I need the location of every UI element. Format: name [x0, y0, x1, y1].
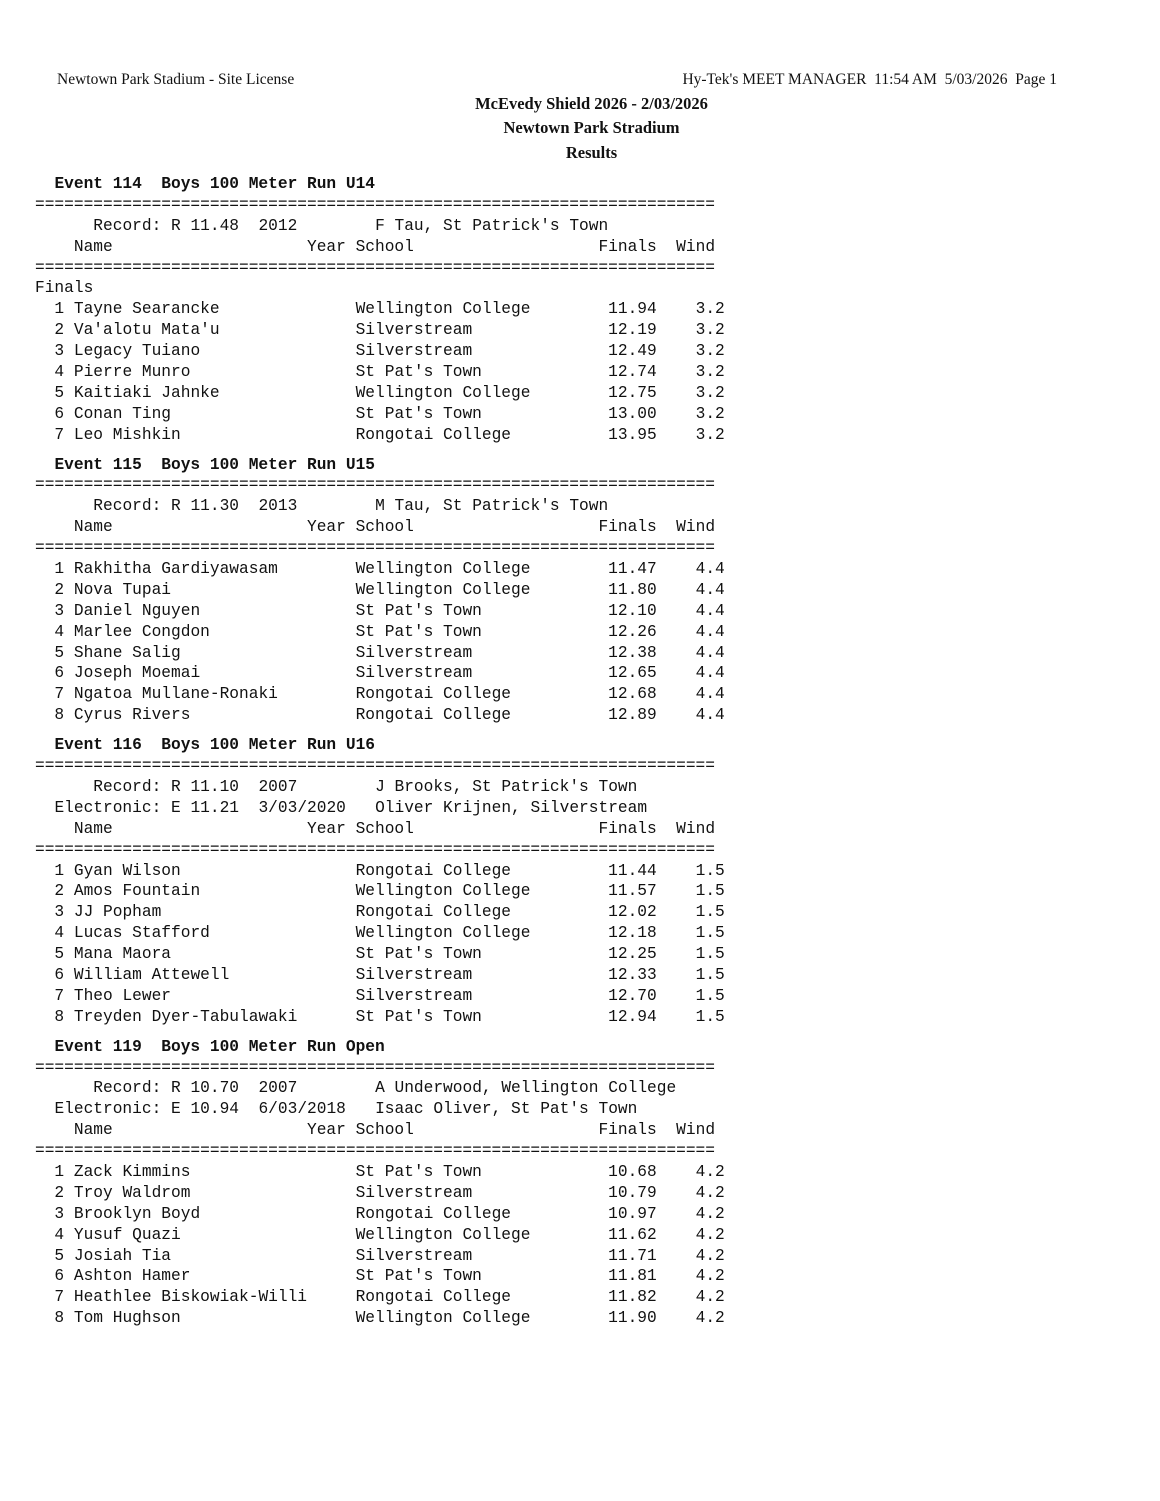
separator-rule [35, 756, 725, 777]
school: Silverstream [355, 643, 599, 662]
record-holder: Oliver Krijnen, Silverstream [375, 798, 648, 817]
column-header [35, 517, 725, 538]
event-title-text: Event 119 Boys 100 Meter Run Open [54, 1037, 385, 1056]
school: Silverstream [355, 342, 599, 361]
school: Rongotai College [355, 1288, 599, 1307]
result-row [35, 299, 725, 320]
athlete-name: Rakhitha Gardiyawasam [73, 560, 356, 579]
finals-time: 12.18 [598, 924, 657, 943]
place: 5 [35, 643, 65, 662]
athlete-name: Yusuf Quazi [73, 1225, 356, 1244]
result-row [35, 362, 725, 383]
record-label: Record: [93, 497, 162, 516]
wind: 1.5 [666, 945, 725, 964]
wind: 3.2 [666, 404, 725, 423]
place: 5 [35, 383, 65, 402]
result-row [35, 902, 725, 923]
finals-time: 10.79 [598, 1183, 657, 1202]
wind: 1.5 [666, 861, 725, 880]
place: 7 [35, 1288, 65, 1307]
separator-rule [35, 538, 725, 559]
athlete-name: Shane Salig [73, 643, 356, 662]
record-date: 3/03/2020 [258, 798, 346, 817]
place: 3 [35, 1204, 65, 1223]
school: Rongotai College [355, 903, 599, 922]
record-holder: A Underwood, Wellington College [375, 1079, 677, 1098]
record-holder: F Tau, St Patrick's Town [375, 216, 609, 235]
separator-rule [35, 840, 725, 861]
place: 2 [35, 321, 65, 340]
result-row [35, 1287, 725, 1308]
place: 2 [35, 1183, 65, 1202]
finals-time: 11.94 [598, 300, 657, 319]
record-line [35, 798, 725, 819]
record-label: Record: [93, 1079, 162, 1098]
athlete-name: Ngatoa Mullane-Ronaki [73, 685, 356, 704]
place: 5 [35, 1246, 65, 1265]
result-row [35, 881, 725, 902]
record-code: R [171, 1079, 181, 1098]
athlete-name: JJ Popham [73, 903, 356, 922]
school: Silverstream [355, 965, 599, 984]
wind: 4.2 [666, 1309, 725, 1328]
school: Wellington College [355, 580, 599, 599]
separator-rule [35, 195, 725, 216]
athlete-name: Gyan Wilson [73, 861, 356, 880]
rule-text: ====================================================================== [35, 539, 715, 558]
event-title [35, 455, 725, 476]
site-license-text: Newtown Park Stadium - Site License [57, 71, 295, 88]
record-date: 2013 [258, 497, 346, 516]
col-name: Name [73, 518, 307, 537]
col-finals: Finals [598, 518, 657, 537]
athlete-name: Legacy Tuiano [73, 342, 356, 361]
result-row [35, 1007, 725, 1028]
finals-time: 12.89 [598, 706, 657, 725]
record-line [35, 496, 725, 517]
wind: 4.4 [666, 685, 725, 704]
place: 7 [35, 986, 65, 1005]
column-header [35, 819, 725, 840]
result-row [35, 425, 725, 446]
finals-time: 10.97 [598, 1204, 657, 1223]
school: St Pat's Town [355, 601, 599, 620]
school: Rongotai College [355, 685, 599, 704]
separator-rule [35, 475, 725, 496]
finals-time: 11.44 [598, 861, 657, 880]
wind: 4.2 [666, 1204, 725, 1223]
place: 8 [35, 1007, 65, 1026]
result-row [35, 1266, 725, 1287]
result-row [35, 1246, 725, 1267]
place: 6 [35, 404, 65, 423]
place: 4 [35, 363, 65, 382]
col-wind: Wind [676, 518, 716, 537]
record-code: R [171, 497, 181, 516]
record-code: R [171, 777, 181, 796]
wind: 3.2 [666, 363, 725, 382]
record-holder: Isaac Oliver, St Pat's Town [375, 1100, 638, 1119]
school: St Pat's Town [355, 404, 599, 423]
wind: 4.4 [666, 601, 725, 620]
school: Rongotai College [355, 706, 599, 725]
wind: 4.2 [666, 1225, 725, 1244]
finals-time: 12.33 [598, 965, 657, 984]
rule-text: ====================================================================== [35, 1142, 715, 1161]
result-row [35, 1308, 725, 1329]
finals-time: 11.71 [598, 1246, 657, 1265]
finals-time: 11.47 [598, 560, 657, 579]
school: St Pat's Town [355, 1162, 599, 1181]
record-mark: 11.21 [190, 798, 240, 817]
wind: 1.5 [666, 1007, 725, 1026]
finals-time: 12.10 [598, 601, 657, 620]
school: Silverstream [355, 664, 599, 683]
school: Wellington College [355, 882, 599, 901]
record-code: R [171, 216, 181, 235]
separator-rule [35, 1058, 725, 1079]
result-row [35, 944, 725, 965]
wind: 4.2 [666, 1162, 725, 1181]
wind: 4.4 [666, 664, 725, 683]
athlete-name: Cyrus Rivers [73, 706, 356, 725]
finals-time: 11.82 [598, 1288, 657, 1307]
result-row [35, 684, 725, 705]
place: 4 [35, 1225, 65, 1244]
athlete-name: Marlee Congdon [73, 622, 356, 641]
finals-time: 10.68 [598, 1162, 657, 1181]
finals-time: 13.00 [598, 404, 657, 423]
record-line [35, 1078, 725, 1099]
round-label-text: Finals [35, 279, 94, 298]
col-name: Name [73, 1121, 307, 1140]
place: 3 [35, 903, 65, 922]
result-row [35, 965, 725, 986]
results-listing [35, 174, 725, 1329]
finals-time: 11.57 [598, 882, 657, 901]
finals-time: 11.80 [598, 580, 657, 599]
place: 7 [35, 425, 65, 444]
place: 4 [35, 622, 65, 641]
col-finals: Finals [598, 1121, 657, 1140]
finals-time: 11.81 [598, 1267, 657, 1286]
record-date: 6/03/2018 [258, 1100, 346, 1119]
place: 8 [35, 706, 65, 725]
event-title-text: Event 115 Boys 100 Meter Run U15 [54, 455, 376, 474]
athlete-name: Pierre Munro [73, 363, 356, 382]
finals-time: 12.25 [598, 945, 657, 964]
rule-text: ====================================================================== [35, 195, 715, 214]
athlete-name: Brooklyn Boyd [73, 1204, 356, 1223]
place: 7 [35, 685, 65, 704]
wind: 3.2 [666, 383, 725, 402]
result-row [35, 404, 725, 425]
finals-time: 12.38 [598, 643, 657, 662]
record-line [35, 777, 725, 798]
result-row [35, 923, 725, 944]
meet-title: McEvedy Shield 2026 - 2/03/2026 [475, 94, 708, 113]
event-title [35, 735, 725, 756]
finals-time: 11.62 [598, 1225, 657, 1244]
place: 1 [35, 861, 65, 880]
record-label: Electronic: [54, 1100, 162, 1119]
rule-text: ====================================================================== [35, 840, 715, 859]
result-row [35, 705, 725, 726]
athlete-name: Tom Hughson [73, 1309, 356, 1328]
software-info-text: Hy-Tek's MEET MANAGER 11:54 AM 5/03/2026 Page 1 [682, 71, 1057, 88]
place: 6 [35, 1267, 65, 1286]
event-title-text: Event 114 Boys 100 Meter Run U14 [54, 175, 376, 193]
wind: 4.2 [666, 1267, 725, 1286]
school: Wellington College [355, 924, 599, 943]
athlete-name: Amos Fountain [73, 882, 356, 901]
col-year-school: Year School [307, 819, 599, 838]
school: Wellington College [355, 383, 599, 402]
place: 2 [35, 580, 65, 599]
finals-time: 12.94 [598, 1007, 657, 1026]
col-year-school: Year School [307, 237, 599, 256]
place: 1 [35, 300, 65, 319]
school: Rongotai College [355, 425, 599, 444]
school: St Pat's Town [355, 945, 599, 964]
finals-time: 12.70 [598, 986, 657, 1005]
wind: 4.2 [666, 1288, 725, 1307]
school: Silverstream [355, 321, 599, 340]
wind: 3.2 [666, 300, 725, 319]
finals-time: 12.26 [598, 622, 657, 641]
athlete-name: Heathlee Biskowiak-Willi [73, 1288, 356, 1307]
col-wind: Wind [676, 1121, 716, 1140]
rule-text: ====================================================================== [35, 476, 715, 495]
col-name: Name [73, 819, 307, 838]
record-mark: 10.70 [190, 1079, 240, 1098]
result-row [35, 580, 725, 601]
school: Wellington College [355, 560, 599, 579]
athlete-name: Lucas Stafford [73, 924, 356, 943]
finals-time: 12.65 [598, 664, 657, 683]
athlete-name: Conan Ting [73, 404, 356, 423]
school: Wellington College [355, 300, 599, 319]
separator-rule [35, 258, 725, 279]
athlete-name: Ashton Hamer [73, 1267, 356, 1286]
place: 8 [35, 1309, 65, 1328]
athlete-name: Va'alotu Mata'u [73, 321, 356, 340]
result-row [35, 643, 725, 664]
record-code: E [171, 1100, 181, 1119]
athlete-name: Josiah Tia [73, 1246, 356, 1265]
wind: 4.2 [666, 1183, 725, 1202]
athlete-name: Joseph Moemai [73, 664, 356, 683]
wind: 4.4 [666, 580, 725, 599]
wind: 1.5 [666, 986, 725, 1005]
result-row [35, 622, 725, 643]
result-row [35, 1183, 725, 1204]
place: 1 [35, 560, 65, 579]
event-title [35, 1037, 725, 1058]
place: 1 [35, 1162, 65, 1181]
record-mark: 11.10 [190, 777, 240, 796]
wind: 1.5 [666, 965, 725, 984]
record-code: E [171, 798, 181, 817]
wind: 4.4 [666, 706, 725, 725]
school: Silverstream [355, 1246, 599, 1265]
athlete-name: Troy Waldrom [73, 1183, 356, 1202]
finals-time: 12.75 [598, 383, 657, 402]
record-holder: J Brooks, St Patrick's Town [375, 777, 638, 796]
school: Wellington College [355, 1225, 599, 1244]
record-label: Electronic: [54, 798, 162, 817]
athlete-name: Nova Tupai [73, 580, 356, 599]
wind: 3.2 [666, 321, 725, 340]
result-row [35, 383, 725, 404]
venue-title: Newtown Park Stradium [503, 118, 680, 137]
col-name: Name [73, 237, 307, 256]
record-mark: 11.48 [190, 216, 240, 235]
school: Wellington College [355, 1309, 599, 1328]
school: St Pat's Town [355, 1007, 599, 1026]
wind: 4.4 [666, 622, 725, 641]
school: Rongotai College [355, 861, 599, 880]
athlete-name: Treyden Dyer-Tabulawaki [73, 1007, 356, 1026]
record-label: Record: [93, 777, 162, 796]
col-year-school: Year School [307, 1121, 599, 1140]
wind: 3.2 [666, 342, 725, 361]
record-date: 2007 [258, 777, 346, 796]
finals-time: 12.19 [598, 321, 657, 340]
result-row [35, 1162, 725, 1183]
event-title-text: Event 116 Boys 100 Meter Run U16 [54, 736, 376, 755]
wind: 4.4 [666, 560, 725, 579]
rule-text: ====================================================================== [35, 757, 715, 776]
col-wind: Wind [676, 237, 716, 256]
place: 6 [35, 965, 65, 984]
record-holder: M Tau, St Patrick's Town [375, 497, 609, 516]
record-date: 2012 [258, 216, 346, 235]
round-label [35, 278, 725, 299]
school: St Pat's Town [355, 1267, 599, 1286]
result-row [35, 320, 725, 341]
finals-time: 12.74 [598, 363, 657, 382]
athlete-name: Daniel Nguyen [73, 601, 356, 620]
record-line [35, 216, 725, 237]
column-header [35, 1120, 725, 1141]
wind: 1.5 [666, 882, 725, 901]
athlete-name: Tayne Searancke [73, 300, 356, 319]
record-line [35, 1099, 725, 1120]
wind: 4.4 [666, 643, 725, 662]
rule-text: ====================================================================== [35, 1058, 715, 1077]
col-wind: Wind [676, 819, 716, 838]
place: 6 [35, 664, 65, 683]
school: St Pat's Town [355, 363, 599, 382]
place: 2 [35, 882, 65, 901]
result-row [35, 559, 725, 580]
finals-time: 12.02 [598, 903, 657, 922]
result-row [35, 986, 725, 1007]
school: St Pat's Town [355, 622, 599, 641]
athlete-name: Theo Lewer [73, 986, 356, 1005]
event-title [35, 174, 725, 195]
col-finals: Finals [598, 237, 657, 256]
result-row [35, 861, 725, 882]
athlete-name: William Attewell [73, 965, 356, 984]
wind: 1.5 [666, 903, 725, 922]
place: 4 [35, 924, 65, 943]
wind: 1.5 [666, 924, 725, 943]
col-year-school: Year School [307, 518, 599, 537]
place: 3 [35, 601, 65, 620]
separator-rule [35, 1141, 725, 1162]
wind: 3.2 [666, 425, 725, 444]
result-row [35, 601, 725, 622]
results-heading: Results [565, 143, 618, 162]
record-date: 2007 [258, 1079, 346, 1098]
col-finals: Finals [598, 819, 657, 838]
record-mark: 11.30 [190, 497, 240, 516]
athlete-name: Mana Maora [73, 945, 356, 964]
result-row [35, 1204, 725, 1225]
finals-time: 13.95 [598, 425, 657, 444]
rule-text: ====================================================================== [35, 258, 715, 277]
column-header [35, 237, 725, 258]
school: Rongotai College [355, 1204, 599, 1223]
result-row [35, 341, 725, 362]
finals-time: 12.68 [598, 685, 657, 704]
place: 3 [35, 342, 65, 361]
record-mark: 10.94 [190, 1100, 240, 1119]
result-row [35, 663, 725, 684]
record-label: Record: [93, 216, 162, 235]
school: Silverstream [355, 1183, 599, 1202]
place: 5 [35, 945, 65, 964]
finals-time: 11.90 [598, 1309, 657, 1328]
wind: 4.2 [666, 1246, 725, 1265]
athlete-name: Leo Mishkin [73, 425, 356, 444]
result-row [35, 1225, 725, 1246]
finals-time: 12.49 [598, 342, 657, 361]
school: Silverstream [355, 986, 599, 1005]
athlete-name: Kaitiaki Jahnke [73, 383, 356, 402]
athlete-name: Zack Kimmins [73, 1162, 356, 1181]
